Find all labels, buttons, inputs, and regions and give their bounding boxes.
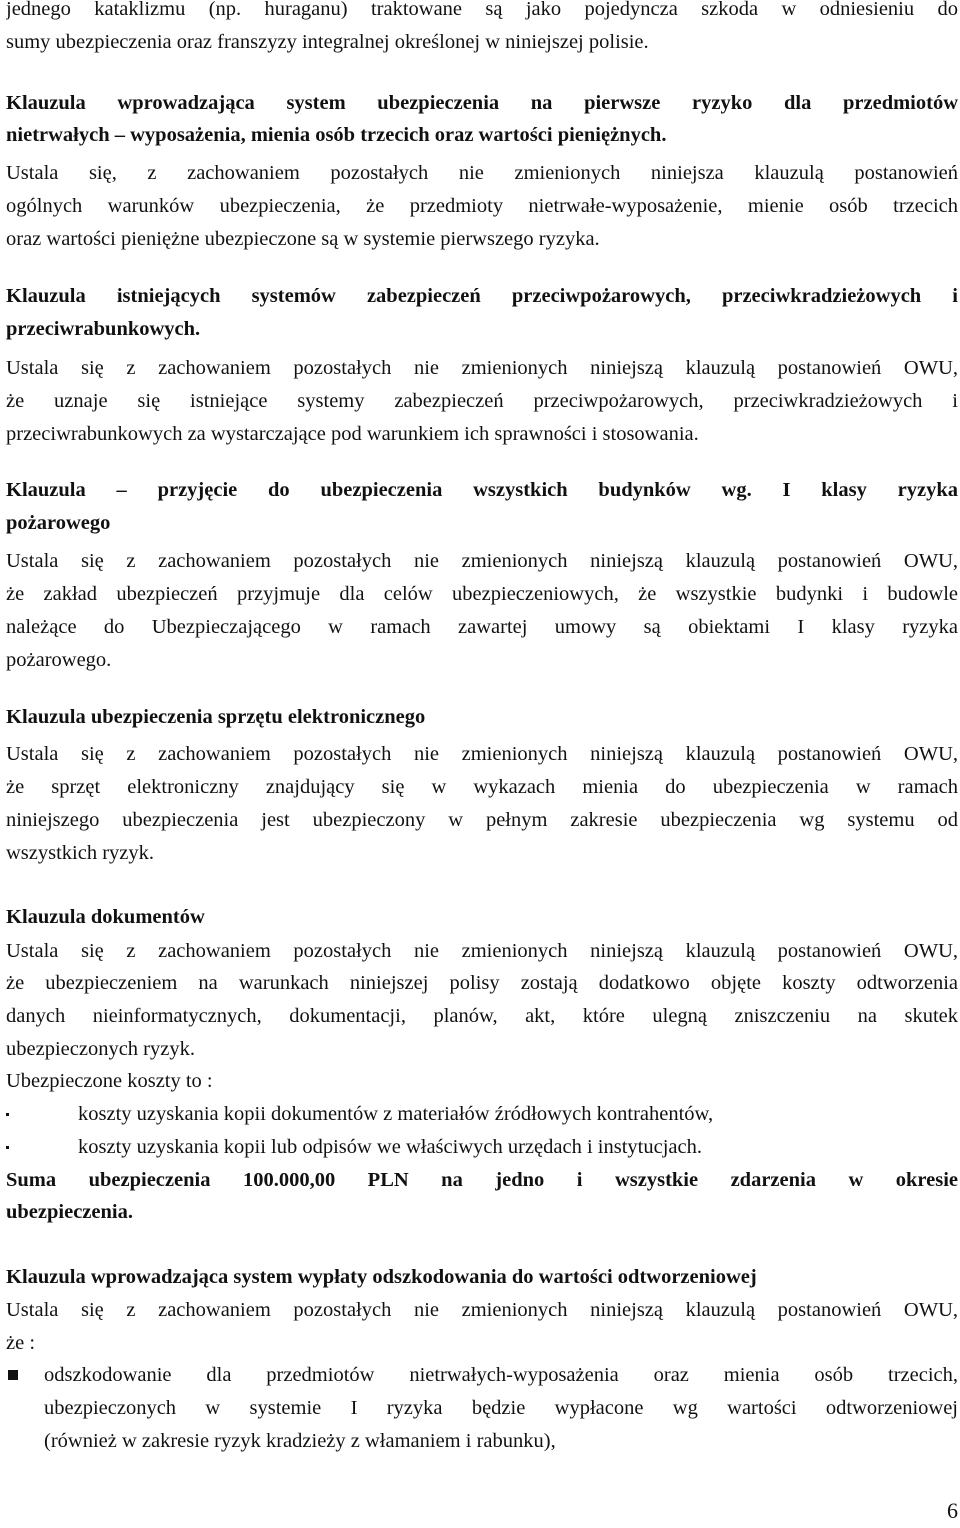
text-line: przeciwrabunkowych za wystarczające pod warunkiem ich sprawności i stosowania.: [6, 423, 699, 445]
text-line: Ustala się z zachowaniem pozostałych nie zmienionych niniejszą klauzulą postanowień OWU,: [6, 550, 958, 572]
bullet-dot-icon: [6, 1113, 9, 1116]
text-line: że :: [6, 1332, 36, 1354]
text-line: jednego kataklizmu (np. huraganu) traktowane są jako pojedyncza szkoda w odniesieniu do: [6, 0, 958, 20]
text-line: Ubezpieczone koszty to :: [6, 1070, 213, 1092]
text-line: Ustala się, z zachowaniem pozostałych nie zmienionych niniejsza klauzulą postanowień: [6, 162, 958, 184]
text-line: ogólnych warunków ubezpieczenia, że przedmioty nietrwałe-wyposażenie, mienie osób trzecich: [6, 195, 958, 217]
text-line: że uznaje się istniejące systemy zabezpieczeń przeciwpożarowych, przeciwkradzieżowych i: [6, 390, 958, 412]
text-line: niniejszego ubezpieczenia jest ubezpieczony w pełnym zakresie ubezpieczenia wg systemu od: [6, 809, 958, 831]
clause-heading: Klauzula ubezpieczenia sprzętu elektronicznego: [6, 706, 426, 728]
list-item: ubezpieczonych w systemie I ryzyka będzie wypłacone wg wartości odtworzeniowej: [44, 1397, 958, 1419]
text-line: że sprzęt elektroniczny znajdujący się w wykazach mienia do ubezpieczenia w ramach: [6, 776, 958, 798]
sum-insured-line: ubezpieczenia.: [6, 1201, 133, 1223]
clause-heading: nietrwałych – wyposażenia, mienia osób trzecich oraz wartości pieniężnych.: [6, 124, 667, 146]
text-line: Ustala się z zachowaniem pozostałych nie zmienionych niniejszą klauzulą postanowień OWU,: [6, 940, 958, 962]
list-item: (również w zakresie ryzyk kradzieży z włamaniem i rabunku),: [44, 1430, 556, 1452]
bullet-square-icon: [8, 1370, 18, 1380]
clause-heading: przeciwrabunkowych.: [6, 318, 201, 340]
sum-insured-line: Suma ubezpieczenia 100.000,00 PLN na jedno i wszystkie zdarzenia w okresie: [6, 1169, 958, 1191]
text-line: należące do Ubezpieczającego w ramach zawartej umowy są obiektami I klasy ryzyka: [6, 616, 958, 638]
text-line: Ustala się z zachowaniem pozostałych nie zmienionych niniejszą klauzulą postanowień OWU,: [6, 743, 958, 765]
text-line: ubezpieczonych ryzyk.: [6, 1038, 195, 1060]
page-number: 6: [947, 1498, 958, 1523]
text-line: pożarowego.: [6, 649, 112, 671]
clause-heading: Klauzula – przyjęcie do ubezpieczenia wszystkich budynków wg. I klasy ryzyka: [6, 479, 958, 501]
text-line: że zakład ubezpieczeń przyjmuje dla celów ubezpieczeniowych, że wszystkie budynki i budowle: [6, 583, 958, 605]
list-item: koszty uzyskania kopii lub odpisów we właściwych urzędach i instytucjach.: [78, 1136, 702, 1158]
bullet-dot-icon: [6, 1146, 9, 1149]
text-line: oraz wartości pieniężne ubezpieczone są w systemie pierwszego ryzyka.: [6, 228, 600, 250]
list-item: odszkodowanie dla przedmiotów nietrwałych-wyposażenia oraz mienia osób trzecich,: [44, 1364, 958, 1386]
text-line: że ubezpieczeniem na warunkach niniejszej polisy zostają dodatkowo objęte koszty odtworzenia: [6, 972, 958, 994]
clause-heading: Klauzula wprowadzająca system ubezpieczenia na pierwsze ryzyko dla przedmiotów: [6, 92, 958, 114]
clause-heading: pożarowego: [6, 512, 111, 534]
text-line: Ustala się z zachowaniem pozostałych nie zmienionych niniejszą klauzulą postanowień OWU,: [6, 357, 958, 379]
clause-heading: Klauzula dokumentów: [6, 906, 205, 928]
clause-heading: Klauzula istniejących systemów zabezpieczeń przeciwpożarowych, przeciwkradzieżowych i: [6, 285, 958, 307]
clause-heading: Klauzula wprowadzająca system wypłaty odszkodowania do wartości odtworzeniowej: [6, 1266, 757, 1288]
text-line: Ustala się z zachowaniem pozostałych nie zmienionych niniejszą klauzulą postanowień OWU,: [6, 1299, 958, 1321]
text-line: danych nieinformatycznych, dokumentacji, planów, akt, które ulegną zniszczeniu na skutek: [6, 1005, 958, 1027]
text-line: sumy ubezpieczenia oraz franszyzy integralnej określonej w niniejszej polisie.: [6, 31, 649, 53]
text-line: wszystkich ryzyk.: [6, 842, 155, 864]
list-item: koszty uzyskania kopii dokumentów z materiałów źródłowych kontrahentów,: [78, 1103, 714, 1125]
